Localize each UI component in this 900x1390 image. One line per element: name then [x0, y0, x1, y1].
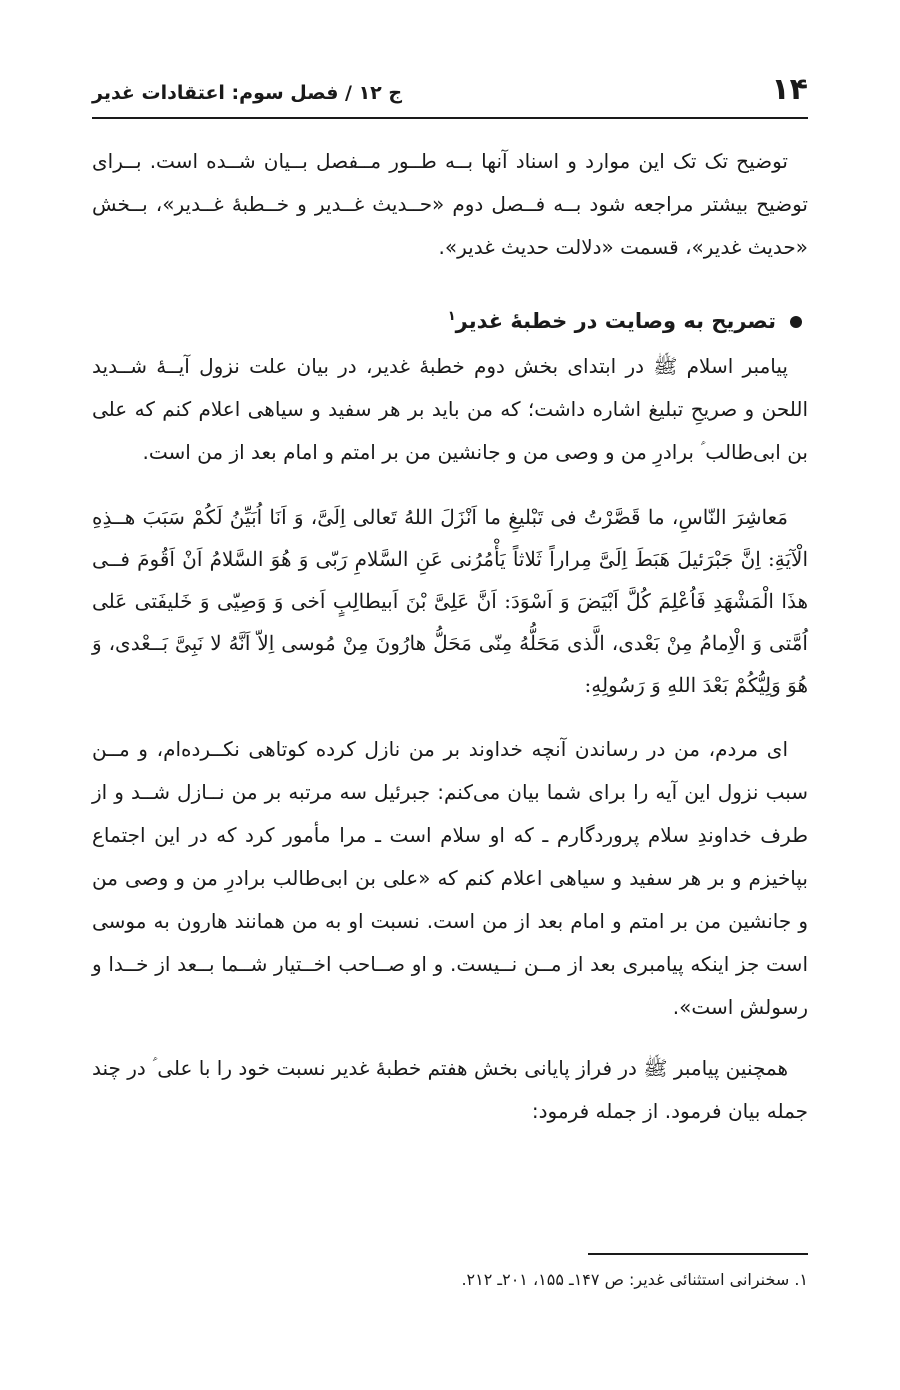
- paragraph-intro: توضیح تک تک این موارد و اسناد آنها بــه طــور مــفصل بــیان شــده است. بــرای توضیح بیشتر مراجعه شود بــه فــصل دوم «حــدیث غــدیر و خــطبهٔ غــدیر»، بــخش «حدیث غدیر»، قسمت «دلالت حدیث غدیر».: [92, 149, 808, 259]
- footnote-divider: [588, 1253, 808, 1255]
- header-divider: [92, 117, 808, 119]
- section-heading: [92, 303, 808, 339]
- page-header: [92, 72, 808, 116]
- arabic-quotation: مَعاشِرَ النّاسِ، ما قَصَّرْتُ فی تَبْلیغِ ما اَنْزَلَ اللهُ تَعالی اِلَیَّ، وَ اَنَا اُبَیِّنُ لَکُمْ سَبَبَ هــذِهِ الْآیَةِ: اِنَّ جَبْرَئیلَ هَبَطَ اِلَیَّ مِراراً ثَلاثاً یَأْمُرُنی عَنِ السَّلامِ رَبّی وَ هُوَ السَّلامُ اَنْ اَقُومَ فــی هذَا الْمَشْهَدِ فَاُعْلِمَ کُلَّ اَبْیَضَ وَ اَسْوَدَ: اَنَّ عَلِیَّ بْنَ اَبیطالِبٍ اَخی وَ وَصِیّی وَ خَلیفَتی عَلی اُمَّتی وَ الْاِمامُ مِنْ بَعْدی، الَّذی مَحَلُّهُ مِنّی مَحَلُّ هارُونَ مِنْ مُوسی اِلاّ اَنَّهُ لا نَبِیَّ بَــعْدی، وَ هُوَ وَلِیُّکُمْ بَعْدَ اللهِ وَ رَسُولِهِ:: [92, 505, 808, 697]
- running-head: ج ۱۲ / فصل سوم: اعتقادات غدیر: [92, 82, 403, 104]
- section-heading-text: تصریح به وصایت در خطبهٔ غدیر: [455, 309, 776, 333]
- main-text: [92, 140, 808, 1133]
- paragraph-prophet-statement: پیامبر اسلام ﷺ در ابتدای بخش دوم خطبهٔ غدیر، در بیان علت نزول آیــهٔ شــدید اللحن و صریحِ تبلیغ اشاره داشت؛ که من باید بر هر سفید و سیاهی اعلام کنم که علی بن ابی‌طالب ؑ برادرِ من و وصی من و جانشین من بر امتم و امام بعد از من است.: [92, 354, 808, 464]
- bullet-icon: [790, 316, 802, 328]
- paragraph-translation: ای مردم، من در رساندن آنچه خداوند بر من نازل کرده کوتاهی نکــرده‌ام، و مــن سبب نزول این آیه را برای شما بیان می‌کنم: جبرئیل سه مرتبه بر من نــازل شــد و از طرف خداوندِ سلام پروردگارم ـ که او سلام است ـ مرا مأمور کرد که در این اجتماع بپاخیزم و بر هر سفید و سیاهی اعلام کنم که «علی بن ابی‌طالب برادرِ من و وصی من و جانشین من بر امتم و امام بعد از من است. نسبت او به من همانند هارون به موسی است جز اینکه پیامبری بعد از مــن نــیست. و او صــاحب اخــتیار شــما بــعد از خــدا و رسولش است».: [92, 737, 808, 1019]
- footnote: ۱. سخنرانی استثنائی غدیر: ص ۱۴۷ـ ۱۵۵، ۲۰۱ـ ۲۱۲.: [461, 1270, 808, 1289]
- page-number: ۱۴: [771, 72, 808, 107]
- footnote-reference: ۱: [447, 309, 456, 324]
- paragraph-closing: همچنین پیامبر ﷺ در فراز پایانی بخش هفتم خطبهٔ غدیر نسبت خود را با علی ؑ در چند جمله بیان فرمود. از جمله فرمود:: [92, 1056, 808, 1123]
